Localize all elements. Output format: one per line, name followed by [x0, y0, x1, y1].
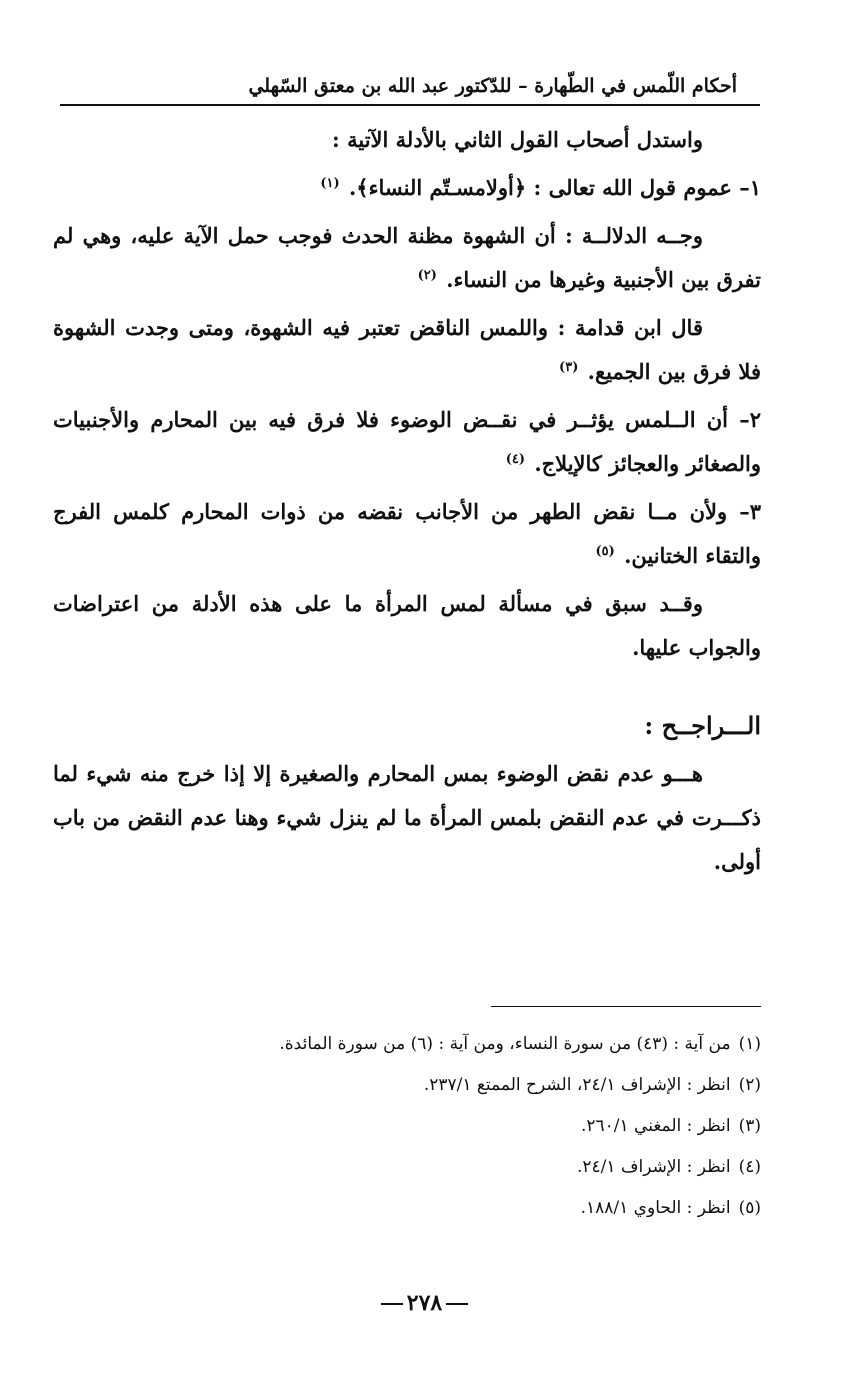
- quran-bracket-open: ﴿: [513, 175, 527, 200]
- wajh-paragraph: [53, 214, 761, 302]
- evidence-item-1: [53, 166, 761, 210]
- page-number-value: ٢٧٨: [406, 1290, 443, 1316]
- footnote-5: [101, 1192, 761, 1224]
- rajih-heading: الـــراجــح :: [644, 711, 761, 740]
- footnote-ref-1[interactable]: (١): [320, 176, 340, 191]
- item2-text: ٢– أن الــلمس يؤثــر في نقــض الوضوء فلا فرق فيه بين المحارم والأجنبيات والصغائر والعجائز كالإيلاج.: [53, 407, 761, 476]
- header-rule: [60, 104, 760, 106]
- footnote-number: (٤): [738, 1157, 761, 1177]
- page-number: [0, 1290, 849, 1316]
- wajh-text: أن الشهوة مظنة الحدث فوجب حمل الآية عليه، وهي لم تفرق بين الأجنبية وغيرها من النساء.: [53, 223, 761, 292]
- item1-suffix: .: [348, 175, 357, 200]
- running-header: أحكام اللّمس في الطّهارة – للدّكتور عبد الله بن معتق السّهلي: [248, 75, 737, 97]
- footnote-3: [101, 1110, 761, 1142]
- rajih-paragraph: [53, 752, 761, 884]
- footnote-text: من آية : (٤٣) من سورة النساء، ومن آية : (٦) من سورة المائدة.: [279, 1034, 731, 1054]
- wajh-label: وجــه الدلالــة :: [564, 223, 703, 248]
- footnote-text: انظر : المغني ٢٦٠/١.: [580, 1116, 731, 1136]
- evidence-item-3: [53, 490, 761, 578]
- footnote-text: انظر : الحاوي ١٨٨/١.: [580, 1198, 731, 1218]
- footnote-2: [101, 1069, 761, 1101]
- footnote-number: (٥): [738, 1198, 761, 1218]
- footnote-ref-4[interactable]: (٤): [505, 452, 525, 467]
- page-number-dash-right: [446, 1303, 468, 1305]
- previous-text: وقــد سبق في مسألة لمس المرأة ما على هذه الأدلة من اعتراضات والجواب عليها.: [53, 591, 761, 660]
- footnote-1: [101, 1028, 761, 1060]
- quran-bracket-close: ﴾: [356, 175, 369, 200]
- ibn-qudama-text: قال ابن قدامة : واللمس الناقض تعتبر فيه الشهوة، ومتى وجدت الشهوة فلا فرق بين الجميع.: [53, 315, 761, 384]
- footnotes: [101, 1028, 761, 1233]
- page-number-dash-left: [381, 1303, 403, 1305]
- item1-prefix: ١– عموم قول الله تعالى :: [533, 175, 761, 200]
- footnote-text: انظر : الإشراف ٢٤/١.: [576, 1157, 731, 1177]
- intro-paragraph: [53, 118, 761, 162]
- intro-text: واستدل أصحاب القول الثاني بالأدلة الآتية :: [332, 127, 703, 152]
- footnote-number: (٣): [738, 1116, 761, 1136]
- footnote-ref-5[interactable]: (٥): [595, 544, 615, 559]
- footnote-ref-2[interactable]: (٢): [417, 268, 437, 283]
- rajih-text: هـــو عدم نقض الوضوء بمس المحارم والصغيرة إلا إذا خرج منه شيء لما ذكـــرت في عدم النقض بلمس المرأة ما لم ينزل شيء وهنا عدم النقض من باب أولى.: [53, 761, 761, 874]
- main-text: [53, 118, 761, 888]
- evidence-item-2: [53, 398, 761, 486]
- ibn-qudama-paragraph: [53, 306, 761, 394]
- footnote-text: انظر : الإشراف ٢٤/١، الشرح الممتع ٢٣٧/١.: [423, 1075, 731, 1095]
- quran-verse: أولامسـتّم النساء: [368, 175, 514, 200]
- footnote-4: [101, 1151, 761, 1183]
- item3-text: ٣– ولأن مــا نقض الطهر من الأجانب نقضه من ذوات المحارم كلمس الفرج والتقاء الختانين.: [53, 499, 761, 568]
- footnote-ref-3[interactable]: (٣): [559, 360, 579, 375]
- footnote-separator: [491, 1006, 761, 1007]
- footnote-number: (١): [738, 1034, 761, 1054]
- previous-discussion-paragraph: [53, 582, 761, 670]
- footnote-number: (٢): [738, 1075, 761, 1095]
